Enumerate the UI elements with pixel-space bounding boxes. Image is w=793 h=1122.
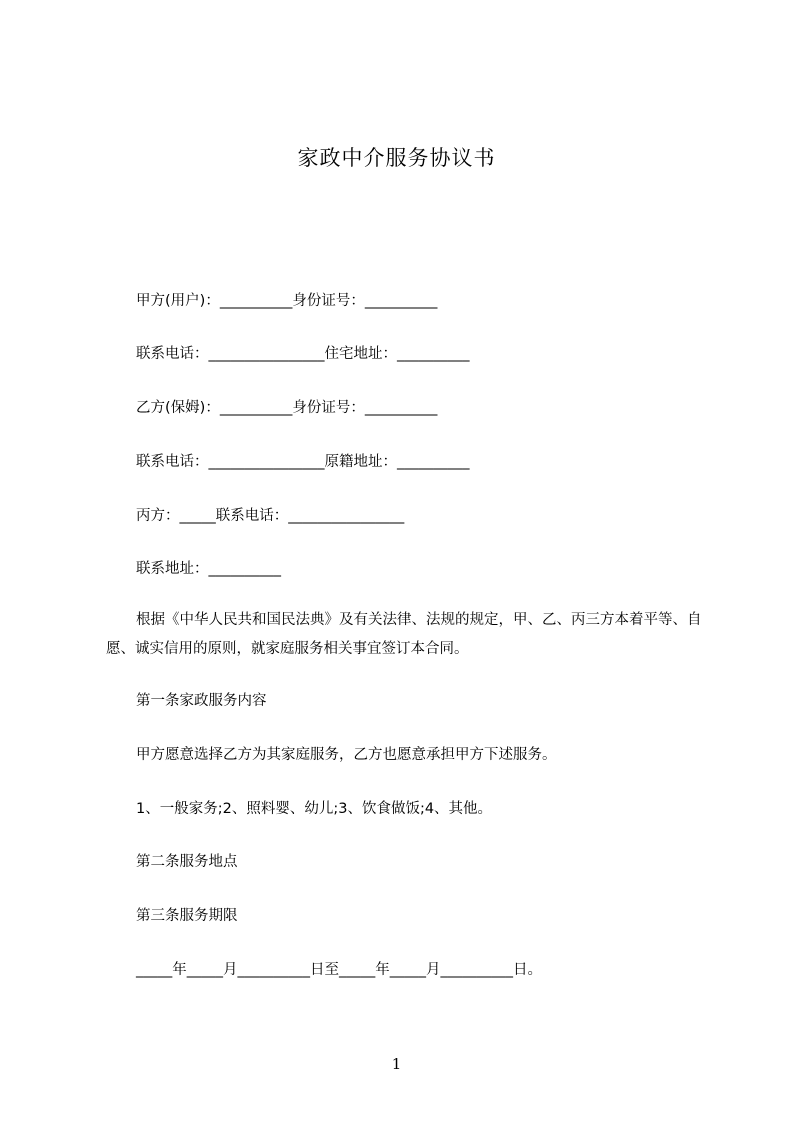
preamble-paragraph: 根据《中华人民共和国民法典》及有关法律、法规的规定，甲、乙、丙三方本着平等、自愿、诚实信用的原则，就家庭服务相关事宜签订本合同。	[106, 612, 702, 657]
party-b-line: 乙方(保姆)：__________身份证号：__________	[136, 400, 438, 416]
party-a-line: 甲方(用户)：__________身份证号：__________	[136, 293, 438, 309]
article3-heading: 第三条服务期限	[136, 908, 238, 924]
party-c-address-line: 联系地址：__________	[136, 561, 281, 577]
article1-heading: 第一条家政服务内容	[136, 693, 267, 709]
article1-text: 甲方愿意选择乙方为其家庭服务，乙方也愿意承担甲方下述服务。	[136, 747, 557, 763]
document-title: 家政中介服务协议书	[297, 146, 496, 170]
article3-period: _____年_____月__________日至_____年_____月__________日。	[136, 962, 542, 978]
party-c-line: 丙方：_____联系电话：________________	[136, 508, 405, 524]
page-number: 1	[391, 1055, 402, 1073]
party-b-contact-line: 联系电话：________________原籍地址：__________	[136, 454, 470, 470]
article2-heading: 第二条服务地点	[136, 854, 238, 870]
article1-items: 1、一般家务;2、照料婴、幼儿;3、饮食做饭;4、其他。	[136, 801, 493, 817]
party-a-contact-line: 联系电话：________________住宅地址：__________	[136, 346, 470, 362]
